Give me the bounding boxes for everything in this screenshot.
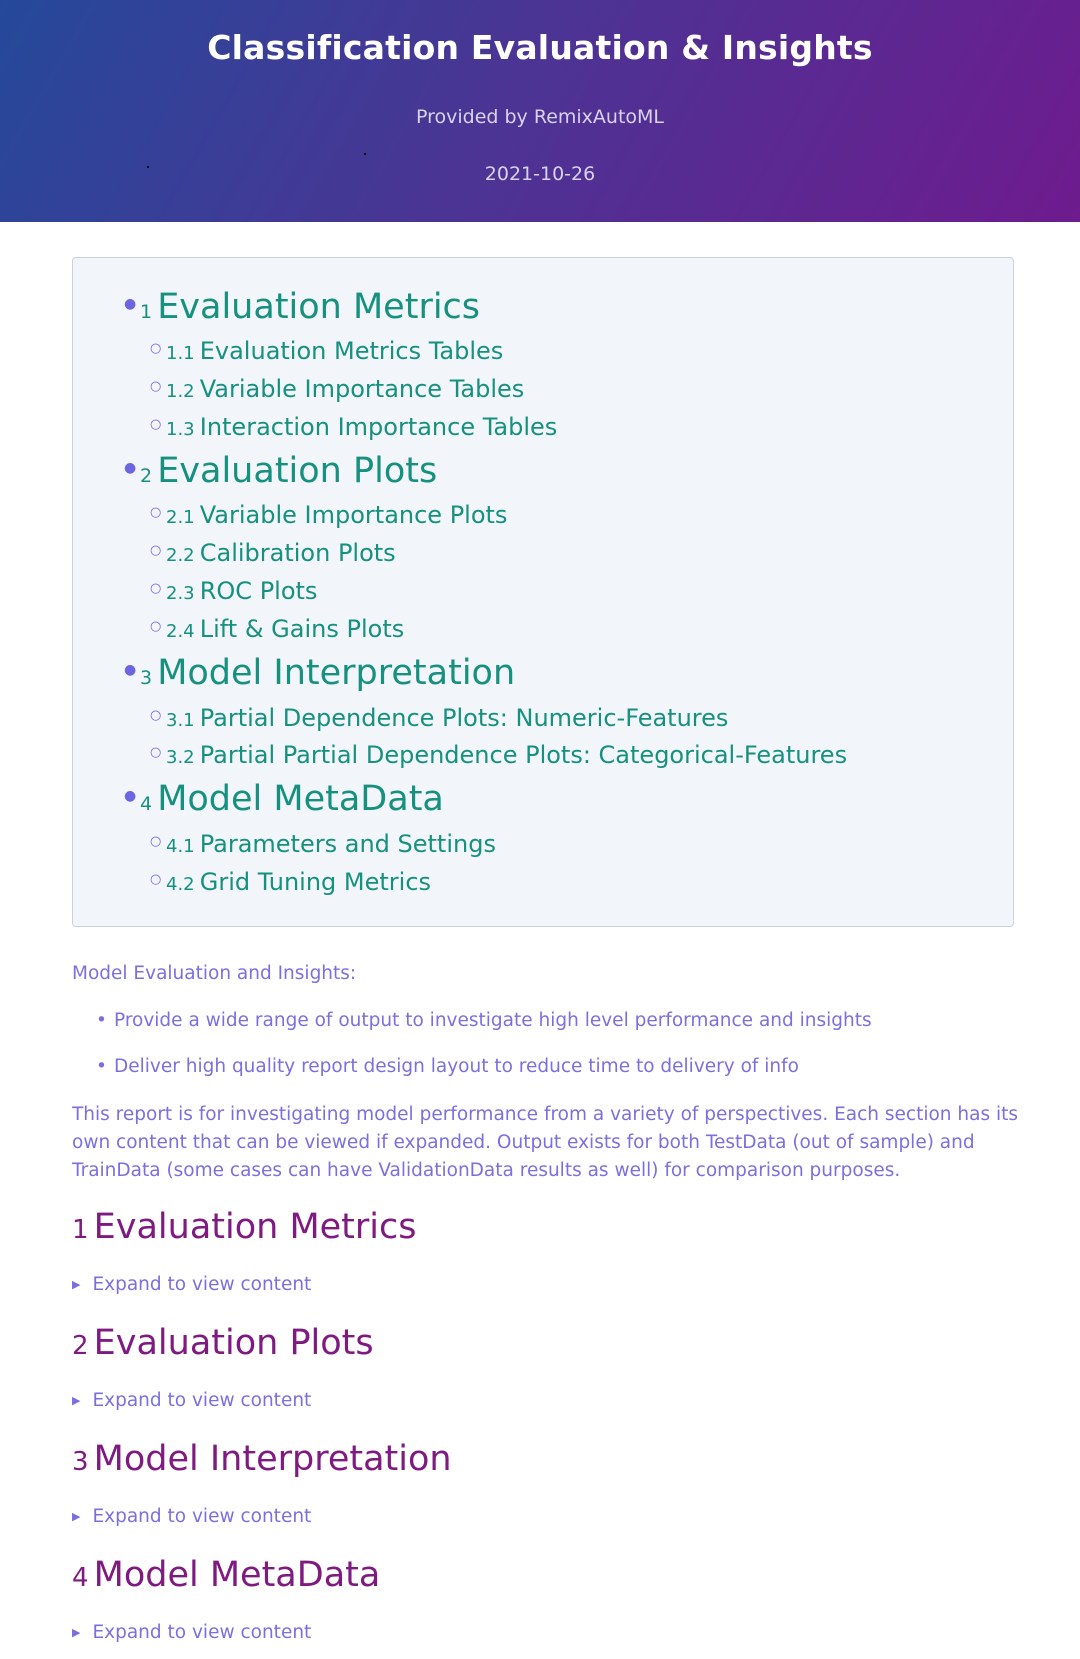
section-heading-model-metadata: 4 Model MetaData bbox=[72, 1555, 381, 1595]
circle-bullet-icon: ○ bbox=[150, 379, 162, 394]
circle-bullet-icon: ○ bbox=[150, 341, 162, 356]
toc-item-grid-tuning-metrics[interactable]: ○ 4.2 Grid Tuning Metrics bbox=[150, 868, 432, 896]
circle-bullet-icon: ○ bbox=[150, 745, 162, 760]
toc-item-pdp-numeric[interactable]: ○ 3.1 Partial Dependence Plots: Numeric-Features bbox=[150, 704, 729, 732]
circle-bullet-icon: ○ bbox=[150, 708, 162, 723]
expand-toggle-model-interpretation[interactable]: ▶ Expand to view content bbox=[72, 1506, 312, 1527]
circle-bullet-icon: ○ bbox=[150, 619, 162, 634]
circle-bullet-icon: ○ bbox=[150, 417, 162, 432]
disclosure-triangle-icon: ▶ bbox=[72, 1510, 81, 1523]
expand-toggle-model-metadata[interactable]: ▶ Expand to view content bbox=[72, 1622, 312, 1643]
table-of-contents bbox=[72, 257, 1014, 927]
disclosure-triangle-icon: ▶ bbox=[72, 1626, 81, 1639]
intro-bullet: • Deliver high quality report design layout to reduce time to delivery of info bbox=[96, 1056, 799, 1077]
stray-dot bbox=[147, 166, 149, 168]
toc-item-calibration-plots[interactable]: ○ 2.2 Calibration Plots bbox=[150, 539, 396, 567]
intro-paragraph: This report is for investigating model performance from a variety of perspectives. Each section has its own content that can be viewed if expanded. Output exists for both TestData (out of sample) and TrainData (some cases can have ValidationData results as well) for comparison purposes. bbox=[72, 1104, 1019, 1181]
report-title: Classification Evaluation & Insights bbox=[207, 28, 873, 67]
toc-item-roc-plots[interactable]: ○ 2.3 ROC Plots bbox=[150, 577, 318, 605]
circle-bullet-icon: ○ bbox=[150, 543, 162, 558]
disclosure-triangle-icon: ▶ bbox=[72, 1278, 81, 1291]
section-heading-evaluation-metrics: 1 Evaluation Metrics bbox=[72, 1207, 417, 1247]
stray-dot bbox=[364, 153, 366, 155]
report-header bbox=[0, 0, 1080, 222]
expand-toggle-evaluation-plots[interactable]: ▶ Expand to view content bbox=[72, 1390, 312, 1411]
toc-item-pdp-categorical[interactable]: ○ 3.2 Partial Partial Dependence Plots: Categorical-Features bbox=[150, 741, 848, 769]
toc-item-evaluation-metrics-tables[interactable]: ○ 1.1 Evaluation Metrics Tables bbox=[150, 337, 504, 365]
toc-item-evaluation-plots[interactable]: ● 2 Evaluation Plots bbox=[124, 451, 438, 491]
toc-item-model-metadata[interactable]: ● 4 Model MetaData bbox=[124, 779, 444, 819]
bullet-icon: ● bbox=[124, 460, 137, 476]
bullet-icon: • bbox=[96, 1010, 107, 1031]
toc-item-evaluation-metrics[interactable]: ● 1 Evaluation Metrics bbox=[124, 287, 481, 327]
toc-item-model-interpretation[interactable]: ● 3 Model Interpretation bbox=[124, 653, 516, 693]
bullet-icon: ● bbox=[124, 662, 137, 678]
section-heading-evaluation-plots: 2 Evaluation Plots bbox=[72, 1323, 374, 1363]
toc-item-parameters-settings[interactable]: ○ 4.1 Parameters and Settings bbox=[150, 830, 496, 858]
bullet-icon: ● bbox=[124, 788, 137, 804]
bullet-icon: ● bbox=[124, 296, 137, 312]
circle-bullet-icon: ○ bbox=[150, 872, 162, 887]
circle-bullet-icon: ○ bbox=[150, 581, 162, 596]
intro-bullet: • Provide a wide range of output to investigate high level performance and insights bbox=[96, 1010, 872, 1031]
toc-item-variable-importance-tables[interactable]: ○ 1.2 Variable Importance Tables bbox=[150, 375, 525, 403]
report-date: 2021-10-26 bbox=[484, 163, 596, 185]
toc-item-lift-gains-plots[interactable]: ○ 2.4 Lift & Gains Plots bbox=[150, 615, 405, 643]
bullet-icon: • bbox=[96, 1056, 107, 1077]
toc-item-variable-importance-plots[interactable]: ○ 2.1 Variable Importance Plots bbox=[150, 501, 508, 529]
toc-item-interaction-importance-tables[interactable]: ○ 1.3 Interaction Importance Tables bbox=[150, 413, 558, 441]
disclosure-triangle-icon: ▶ bbox=[72, 1394, 81, 1407]
circle-bullet-icon: ○ bbox=[150, 505, 162, 520]
intro-heading: Model Evaluation and Insights: bbox=[72, 963, 357, 984]
expand-toggle-evaluation-metrics[interactable]: ▶ Expand to view content bbox=[72, 1274, 312, 1295]
section-heading-model-interpretation: 3 Model Interpretation bbox=[72, 1439, 452, 1479]
circle-bullet-icon: ○ bbox=[150, 834, 162, 849]
report-author: Provided by RemixAutoML bbox=[415, 106, 665, 128]
